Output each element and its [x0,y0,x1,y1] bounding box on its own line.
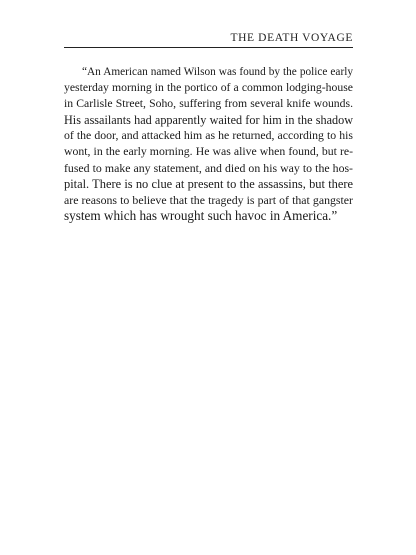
running-head: THE DEATH VOYAGE [230,32,353,44]
header-rule [64,47,353,48]
body-paragraph [64,64,353,224]
text-line: system which has wrought such havoc in America.” [64,208,338,223]
text-line: His assailants had apparently waited for him in the shadow [64,113,353,127]
text-line: are reasons to believe that the tragedy is part of that gangster [64,193,353,207]
text-line: of the door, and attacked him as he returned, according to his [64,129,353,142]
text-line: in Carlisle Street, Soho, suffering from several knife wounds. [64,97,353,110]
text-line: yesterday morning in the portico of a common lodging-house [64,81,353,94]
text-line: “An American named Wilson was found by the police early [82,66,353,78]
text-line: pital. There is no clue at present to the assassins, but there [64,177,353,191]
text-line: fused to make any statement, and died on his way to the hos- [64,161,353,175]
text-line: wont, in the early morning. He was alive when found, but re- [64,145,353,158]
